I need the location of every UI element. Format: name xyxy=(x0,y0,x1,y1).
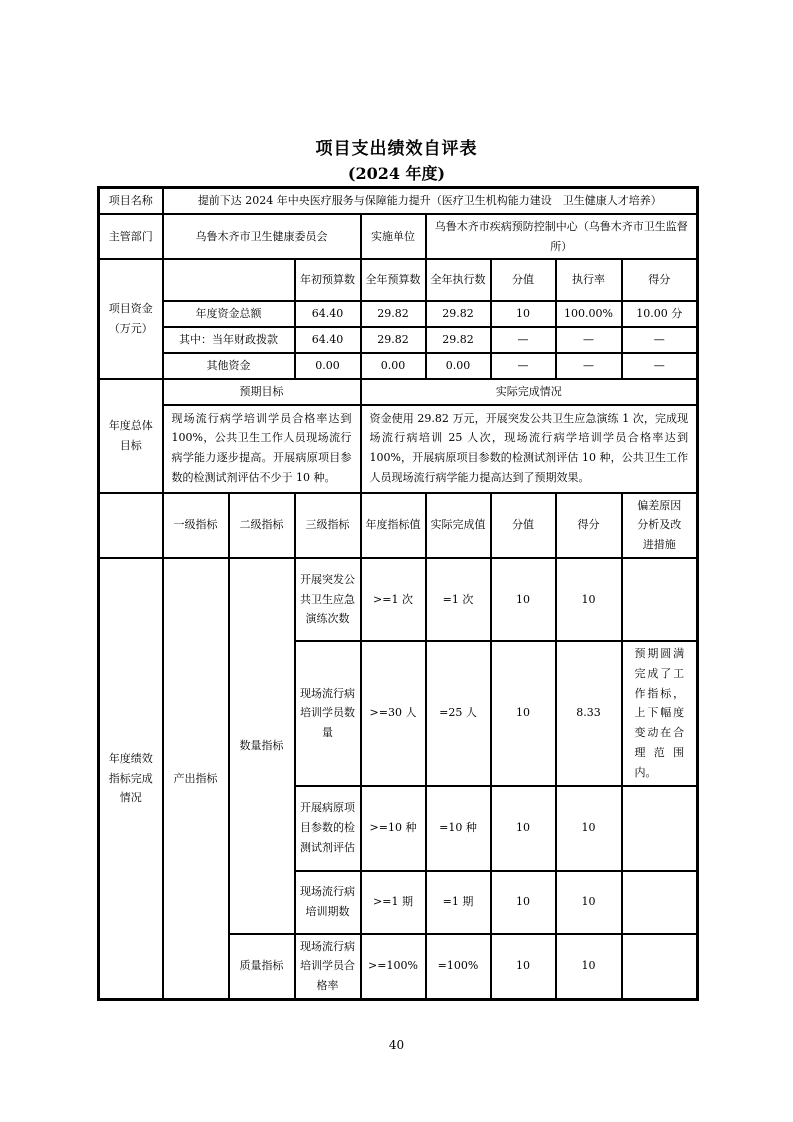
funding-cell: 0.00 xyxy=(426,353,491,379)
indicator-header-deviation: 偏差原因分析及改进措施 xyxy=(622,493,698,558)
funding-header-executed: 全年执行数 xyxy=(426,259,491,301)
indicator-name: 现场流行病培训期数 xyxy=(295,871,361,934)
indicator-score-value: 10 xyxy=(491,934,556,1000)
indicator-deviation xyxy=(622,934,698,1000)
performance-self-evaluation-table xyxy=(97,186,699,1001)
funding-cell: 29.82 xyxy=(426,301,491,327)
funding-cell: 0.00 xyxy=(295,353,361,379)
indicator-target: >=1 次 xyxy=(361,558,426,641)
indicator-header-level2: 二级指标 xyxy=(229,493,295,558)
level1-output-indicator: 产出指标 xyxy=(163,558,229,999)
indicator-header-level3: 三级指标 xyxy=(295,493,361,558)
indicator-score: 10 xyxy=(556,558,622,641)
indicator-header-score: 得分 xyxy=(556,493,622,558)
level2-quality-indicator: 质量指标 xyxy=(229,934,295,1000)
indicator-score-value: 10 xyxy=(491,786,556,871)
funding-cell: 10 xyxy=(491,301,556,327)
goal-actual-label: 实际完成情况 xyxy=(361,379,698,405)
funding-cell: — xyxy=(491,327,556,353)
indicator-deviation: 预期圆满完成了工作指标，上下幅度变动在合理范围内。 xyxy=(622,641,698,786)
indicator-actual: =25 人 xyxy=(426,641,491,786)
indicator-name: 现场流行病培训学员数量 xyxy=(295,641,361,786)
funding-section-label: 项目资金（万元） xyxy=(99,259,163,378)
funding-row-label: 其中：当年财政拨款 xyxy=(163,327,295,353)
indicator-header-level1: 一级指标 xyxy=(163,493,229,558)
indicator-target: >=30 人 xyxy=(361,641,426,786)
indicator-actual: =1 期 xyxy=(426,871,491,934)
funding-cell: 0.00 xyxy=(361,353,426,379)
funding-header-annual-budget: 全年预算数 xyxy=(361,259,426,301)
funding-header-score: 得分 xyxy=(622,259,698,301)
indicator-target: >=10 种 xyxy=(361,786,426,871)
indicator-header-actual: 实际完成值 xyxy=(426,493,491,558)
page-number: 40 xyxy=(388,1038,405,1052)
goal-section-label: 年度总体目标 xyxy=(99,379,163,493)
indicator-score: 8.33 xyxy=(556,641,622,786)
dept-label: 主管部门 xyxy=(99,214,163,260)
project-name-value: 提前下达 2024 年中央医疗服务与保障能力提升（医疗卫生机构能力建设 卫生健康人才培养） xyxy=(163,188,698,214)
indicator-deviation xyxy=(622,871,698,934)
goal-expected-text: 现场流行病学培训学员合格率达到 100%，公共卫生工作人员现场流行病学能力逐步提高。开展病原项目参数的检测试剂评估不少于 10 种。 xyxy=(163,405,361,493)
indicator-score: 10 xyxy=(556,871,622,934)
indicator-header-score-value: 分值 xyxy=(491,493,556,558)
funding-row-label: 其他资金 xyxy=(163,353,295,379)
indicator-score-value: 10 xyxy=(491,558,556,641)
funding-cell: 29.82 xyxy=(361,301,426,327)
impl-label: 实施单位 xyxy=(361,214,426,260)
indicator-name: 开展病原项目参数的检测试剂评估 xyxy=(295,786,361,871)
funding-row-label: 年度资金总额 xyxy=(163,301,295,327)
funding-cell: — xyxy=(556,353,622,379)
funding-header-exec-rate: 执行率 xyxy=(556,259,622,301)
impl-value: 乌鲁木齐市疾病预防控制中心（乌鲁木齐市卫生监督所） xyxy=(426,214,698,260)
indicator-actual: =100% xyxy=(426,934,491,1000)
indicator-name: 开展突发公共卫生应急演练次数 xyxy=(295,558,361,641)
funding-cell: — xyxy=(622,353,698,379)
funding-header-initial-budget: 年初预算数 xyxy=(295,259,361,301)
goal-expected-label: 预期目标 xyxy=(163,379,361,405)
funding-cell: 29.82 xyxy=(426,327,491,353)
funding-cell: 64.40 xyxy=(295,301,361,327)
goal-actual-text: 资金使用 29.82 万元，开展突发公共卫生应急演练 1 次，完成现场流行病培训 25 人次，现场流行病学培训学员合格率达到 100%，开展病原项目参数的检测试剂评估 10 种，公共卫生工作人员现场流行病学能力提高达到了预期效果。 xyxy=(361,405,698,493)
indicator-actual: =1 次 xyxy=(426,558,491,641)
indicator-header-target: 年度指标值 xyxy=(361,493,426,558)
indicator-score: 10 xyxy=(556,934,622,1000)
funding-cell: 10.00 分 xyxy=(622,301,698,327)
funding-cell: 100.00% xyxy=(556,301,622,327)
level2-quantity-indicator: 数量指标 xyxy=(229,558,295,934)
project-name-label: 项目名称 xyxy=(99,188,163,214)
funding-blank-cell xyxy=(163,259,295,301)
dept-value: 乌鲁木齐市卫生健康委员会 xyxy=(163,214,361,260)
indicator-name: 现场流行病培训学员合格率 xyxy=(295,934,361,1000)
indicator-score-value: 10 xyxy=(491,641,556,786)
indicator-score-value: 10 xyxy=(491,871,556,934)
indicator-target: >=1 期 xyxy=(361,871,426,934)
indicator-deviation xyxy=(622,786,698,871)
page-title: 项目支出绩效自评表 xyxy=(315,139,478,159)
funding-cell: — xyxy=(491,353,556,379)
indicator-deviation xyxy=(622,558,698,641)
indicator-blank-cell xyxy=(99,493,163,558)
indicator-actual: =10 种 xyxy=(426,786,491,871)
funding-cell: — xyxy=(556,327,622,353)
funding-cell: 29.82 xyxy=(361,327,426,353)
indicator-target: >=100% xyxy=(361,934,426,1000)
funding-cell: 64.40 xyxy=(295,327,361,353)
funding-cell: — xyxy=(622,327,698,353)
indicator-score: 10 xyxy=(556,786,622,871)
page-subtitle: (2024 年度) xyxy=(347,164,446,183)
funding-header-score-value: 分值 xyxy=(491,259,556,301)
indicators-section-label: 年度绩效指标完成情况 xyxy=(99,558,163,999)
